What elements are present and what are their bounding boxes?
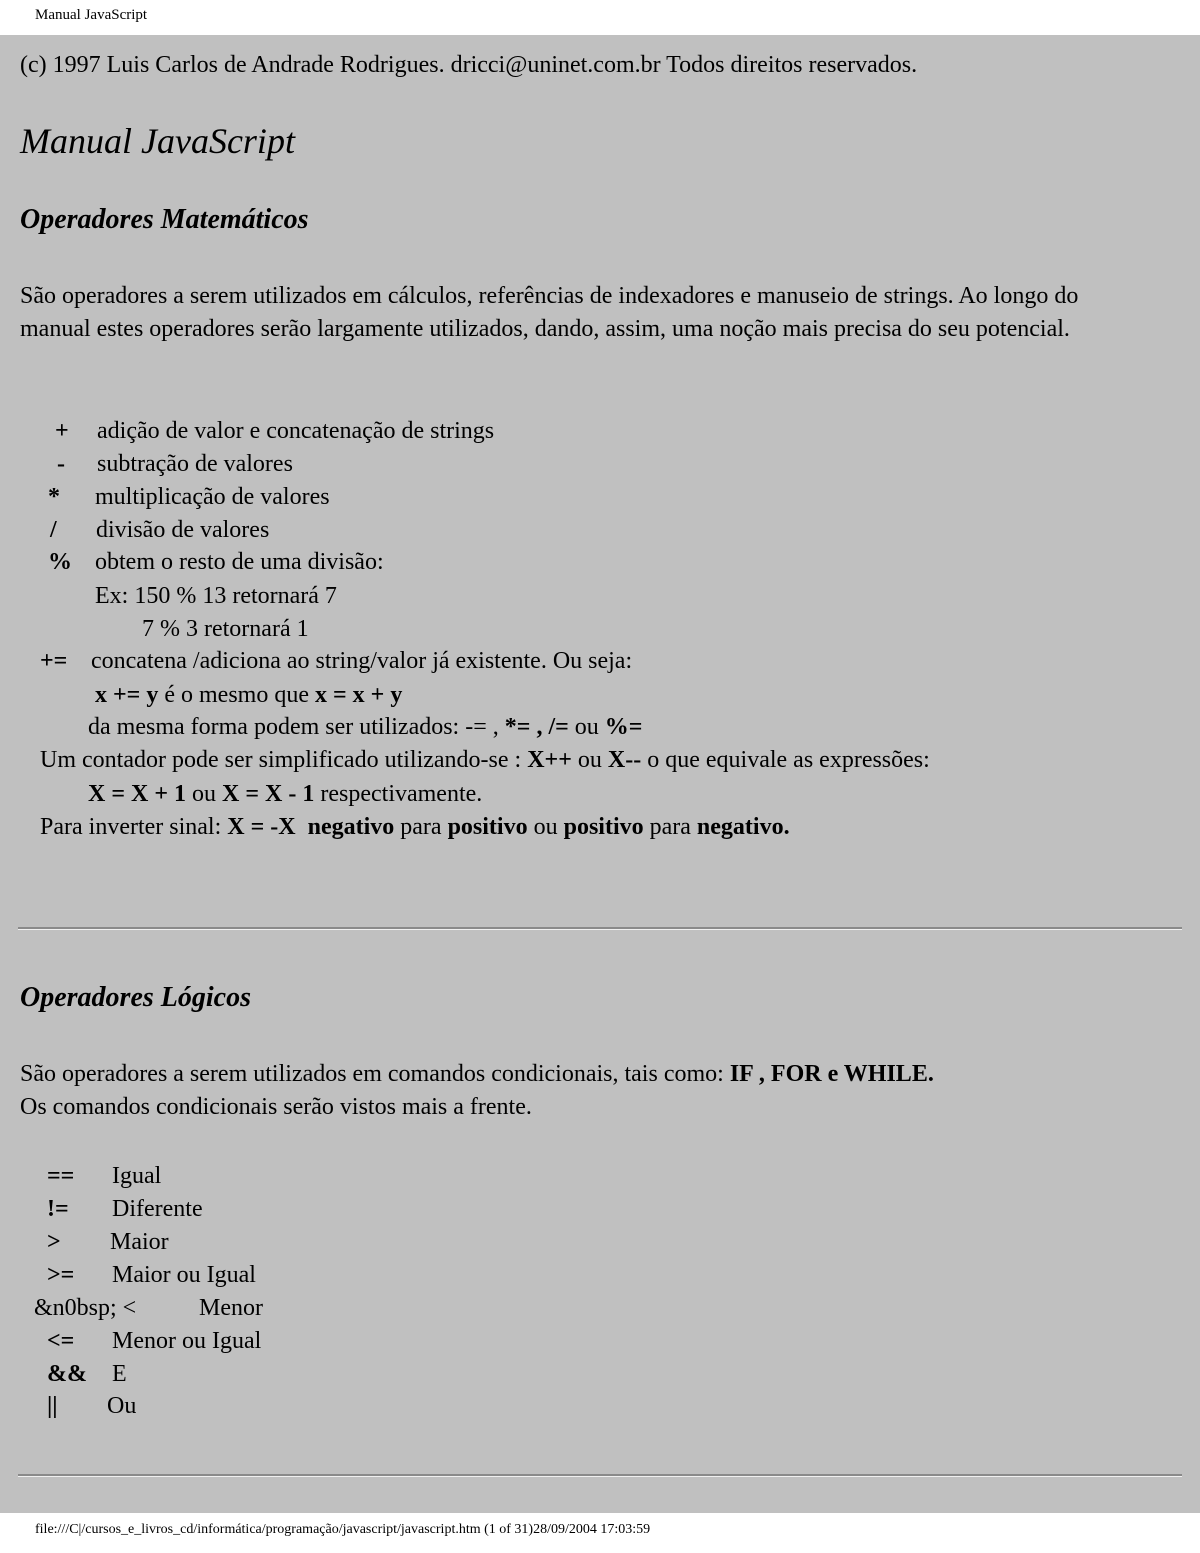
operator-symbol: /: [50, 517, 57, 543]
section-divider: [18, 927, 1182, 930]
operator-description: Menor ou Igual: [112, 1328, 262, 1354]
operator-description: obtem o resto de uma divisão:: [95, 549, 384, 575]
operator-symbol: >: [47, 1229, 61, 1255]
logic-operators-intro: [20, 1058, 1100, 1123]
page-header-title: Manual JavaScript: [35, 7, 148, 23]
operator-description: E: [112, 1361, 127, 1387]
operator-symbol: +=: [40, 648, 68, 674]
invert-sign-note: Para inverter sinal: X = -X negativo para positivo ou positivo para negativo.: [40, 814, 790, 840]
operator-symbol: +: [55, 418, 69, 444]
operator-symbol: >=: [47, 1262, 75, 1288]
operator-description: adição de valor e concatenação de strings: [97, 418, 495, 444]
modulo-example-2: 7 % 3 retornará 1: [142, 616, 309, 642]
document-title: Manual JavaScript: [20, 121, 295, 161]
operator-symbol: <=: [47, 1328, 75, 1354]
counter-note: Um contador pode ser simplificado utilizando-se : X++ ou X-- o que equivale as expressões:: [40, 747, 930, 773]
logic-intro-line-1: São operadores a serem utilizados em comandos condicionais, tais como: IF , FOR e WHILE.: [20, 1061, 934, 1087]
operator-symbol: *: [48, 484, 60, 510]
logic-operators-heading: Operadores Lógicos: [20, 982, 251, 1013]
math-operators-intro: São operadores a serem utilizados em cálculos, referências de indexadores e manuseio de strings. Ao longo do manual estes operadores serão largamente utilizados, dando, assim, uma noção mais precisa do seu potencial.: [20, 283, 1079, 342]
footer-file-path: file:///C|/cursos_e_livros_cd/informática/programação/javascript/javascript.htm (1 of 31)28/09/2004 17:03:59: [35, 1522, 651, 1537]
copyright-line: (c) 1997 Luis Carlos de Andrade Rodrigues. dricci@uninet.com.br Todos direitos reservados.: [20, 52, 918, 78]
operator-description: Menor: [199, 1295, 263, 1321]
operator-description: Maior: [110, 1229, 169, 1255]
counter-equivalence: X = X + 1 ou X = X - 1 respectivamente.: [88, 781, 483, 807]
logic-intro-line-2: Os comandos condicionais serão vistos mais a frente.: [20, 1093, 532, 1120]
modulo-example-1: Ex: 150 % 13 retornará 7: [95, 583, 337, 609]
section-divider: [18, 1474, 1182, 1477]
math-operators-heading: Operadores Matemáticos: [20, 204, 309, 235]
compound-assignment-note: da mesma forma podem ser utilizados: -= , *= , /= ou %=: [88, 714, 643, 740]
operator-description: subtração de valores: [97, 451, 293, 477]
operator-description: divisão de valores: [96, 517, 270, 543]
operator-description: Diferente: [112, 1196, 203, 1222]
operator-description: multiplicação de valores: [95, 484, 330, 510]
operator-description: Ou: [107, 1393, 137, 1419]
operator-symbol: -: [57, 451, 65, 477]
operator-symbol: !=: [47, 1196, 69, 1222]
operator-description: Maior ou Igual: [112, 1262, 256, 1288]
operator-symbol: ||: [47, 1393, 58, 1419]
operator-description: concatena /adiciona ao string/valor já existente. Ou seja:: [91, 648, 633, 674]
operator-symbol: &n0bsp; <: [34, 1295, 137, 1321]
operator-description: Igual: [112, 1163, 162, 1189]
operator-symbol: %: [48, 549, 72, 575]
plus-equals-equivalence: x += y é o mesmo que x = x + y: [95, 682, 403, 708]
operator-symbol: &&: [47, 1361, 87, 1387]
operator-symbol: ==: [47, 1163, 75, 1189]
